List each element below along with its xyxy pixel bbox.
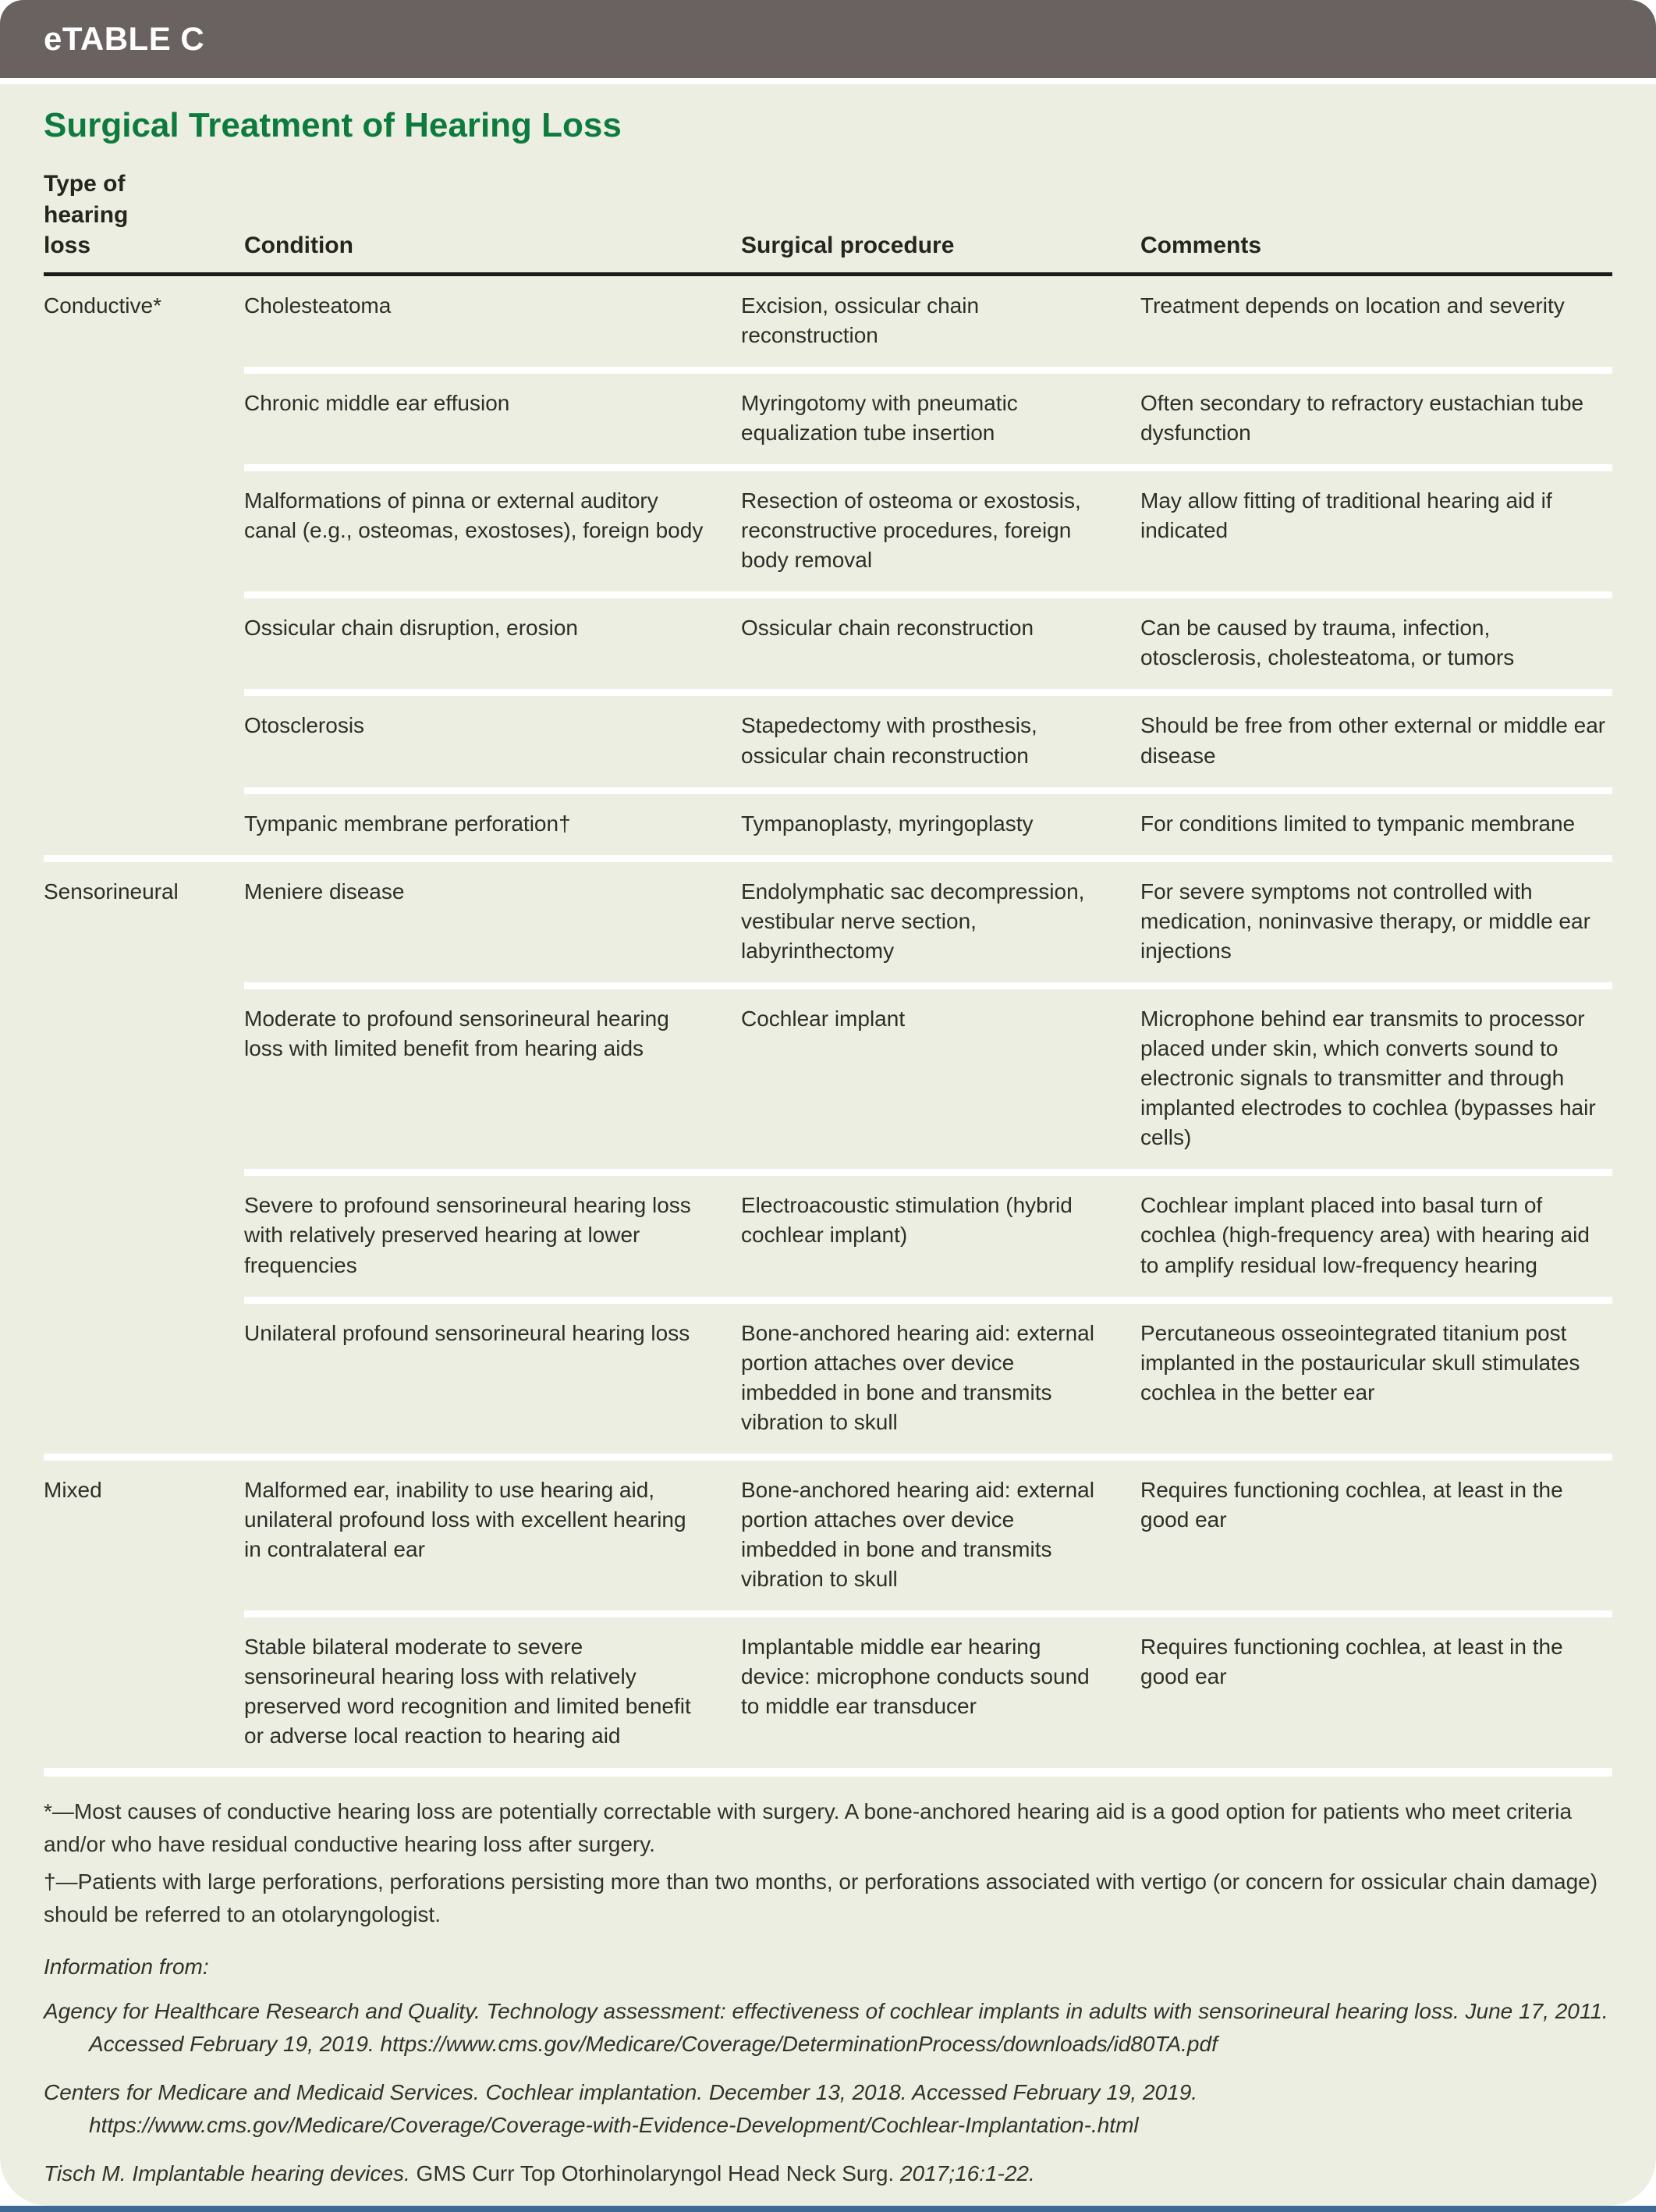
comments-cell: Should be free from other external or middle ear disease xyxy=(1140,713,1606,768)
row-separator xyxy=(244,1297,1612,1304)
reference-tisch-authors: Tisch M. Implantable hearing devices. xyxy=(44,2161,410,2185)
table-row xyxy=(44,374,1612,464)
comments-cell: Requires functioning cochlea, at least in the good ear xyxy=(1140,1477,1563,1532)
comments-cell: For severe symptoms not controlled with medication, noninvasive therapy, or middle ear injections xyxy=(1140,879,1590,963)
reference-tisch xyxy=(44,2157,1612,2190)
table-row xyxy=(44,1304,1612,1454)
table-tag-label: eTABLE C xyxy=(44,20,205,57)
reference-cms: Centers for Medicare and Medicaid Services. Cochlear implantation. December 13, 2018. Accessed February 19, 2019. https://www.cms.gov/Medicare/Coverage/Coverage-with-Evidence-Development/Cochlear-Implantation-.html xyxy=(44,2079,1198,2137)
comments-cell: Cochlear implant placed into basal turn of cochlea (high-frequency area) with hearing aid to amplify residual low-frequency hearing xyxy=(1140,1193,1590,1277)
comments-cell: Requires functioning cochlea, at least in the good ear xyxy=(1140,1635,1563,1689)
information-from-label: Information from: xyxy=(44,1954,209,1979)
condition-cell: Chronic middle ear effusion xyxy=(244,390,510,415)
table-row xyxy=(44,862,1612,982)
table-row xyxy=(44,1461,1612,1610)
section-separator xyxy=(44,855,1612,862)
condition-cell: Malformations of pinna or external auditory canal (e.g., osteomas, exostoses), foreign body xyxy=(244,488,704,543)
procedure-cell: Bone-anchored hearing aid: external portion attaches over device imbedded in bone and transmits vibration to skull xyxy=(741,1477,1094,1592)
header-divider xyxy=(0,78,1656,84)
table-row xyxy=(44,598,1612,689)
row-separator xyxy=(244,787,1612,794)
procedure-cell: Myringotomy with pneumatic equalization tube insertion xyxy=(741,390,1018,446)
condition-cell: Malformed ear, inability to use hearing aid, unilateral profound loss with excellent hearing in contralateral ear xyxy=(244,1477,686,1562)
procedure-cell: Endolymphatic sac decompression, vestibular nerve section, labyrinthectomy xyxy=(741,879,1085,963)
type-cell xyxy=(44,1617,244,1767)
condition-cell: Meniere disease xyxy=(244,879,405,904)
reference-tisch-journal: GMS Curr Top Otorhinolaryngol Head Neck Surg. xyxy=(416,2161,895,2185)
type-cell xyxy=(44,989,244,1169)
condition-cell: Unilateral profound sensorineural hearing loss xyxy=(244,1320,690,1345)
table-row xyxy=(44,1176,1612,1296)
table-row xyxy=(44,1617,1612,1767)
type-cell: Conductive* xyxy=(44,293,161,318)
condition-cell: Otosclerosis xyxy=(244,713,365,738)
reference-ahrq: Agency for Healthcare Research and Quality. Technology assessment: effectiveness of cochlear implants in adults with sensorineural hearing loss. June 17, 2011. Accessed February 19, 2019. https://www.cms.gov/Medicare/Coverage/DeterminationProcess/downloads/id80TA.pdf xyxy=(44,1998,1608,2056)
comments-cell: For conditions limited to tympanic membrane xyxy=(1140,811,1576,836)
bottom-accent-bar xyxy=(0,2206,1656,2212)
table-card xyxy=(0,84,1656,2206)
type-cell xyxy=(44,696,244,786)
type-cell: Mixed xyxy=(44,1477,102,1502)
type-cell: Sensorineural xyxy=(44,879,179,904)
row-separator xyxy=(244,982,1612,989)
comments-cell: Treatment depends on location and severity xyxy=(1140,293,1565,318)
procedure-cell: Ossicular chain reconstruction xyxy=(741,616,1034,641)
table-row xyxy=(44,276,1612,367)
condition-cell: Stable bilateral moderate to severe sensorineural hearing loss with relatively preserved word recognition and limited benefit or adverse local reaction to hearing aid xyxy=(244,1635,691,1749)
column-header-comments: Comments xyxy=(1140,233,1262,259)
type-cell xyxy=(44,1304,244,1454)
column-header-type: Type of hearing loss xyxy=(44,171,129,259)
condition-cell: Tympanic membrane perforation† xyxy=(244,811,571,836)
type-cell xyxy=(44,471,244,591)
type-cell xyxy=(44,794,244,855)
table-row xyxy=(44,989,1612,1169)
table-row xyxy=(44,471,1612,591)
row-separator xyxy=(244,689,1612,696)
type-cell xyxy=(44,374,244,464)
table-header-row xyxy=(44,169,1612,272)
comments-cell: Can be caused by trauma, infection, otosclerosis, cholesteatoma, or tumors xyxy=(1140,616,1515,670)
table-tag-bar xyxy=(0,0,1656,78)
procedure-cell: Tympanoplasty, myringoplasty xyxy=(741,811,1034,836)
type-cell xyxy=(44,598,244,689)
column-header-procedure: Surgical procedure xyxy=(741,233,955,259)
reference-tisch-citation: 2017;16:1-22. xyxy=(899,2161,1035,2185)
footnotes-block xyxy=(44,1795,1612,1931)
row-separator xyxy=(244,464,1612,471)
table-bottom-separator xyxy=(44,1768,1612,1777)
condition-cell: Cholesteatoma xyxy=(244,293,392,318)
row-separator xyxy=(244,1610,1612,1617)
row-separator xyxy=(244,367,1612,374)
type-cell xyxy=(44,1176,244,1296)
procedure-cell: Excision, ossicular chain reconstruction xyxy=(741,293,980,347)
footnote-dagger: †—Patients with large perforations, perforations persisting more than two months, or perforations associated with vertigo (or concern for ossicular chain damage) should be referred to an otolaryngologist. xyxy=(44,1869,1598,1926)
table-title: Surgical Treatment of Hearing Loss xyxy=(44,106,622,144)
procedure-cell: Resection of osteoma or exostosis, reconstructive procedures, foreign body removal xyxy=(741,488,1081,573)
footnote-asterisk: *—Most causes of conductive hearing loss are potentially correctable with surgery. A bone-anchored hearing aid is a good option for patients who meet criteria and/or who have residual conductive hearing loss after surgery. xyxy=(44,1798,1573,1856)
comments-cell: May allow fitting of traditional hearing aid if indicated xyxy=(1140,488,1552,543)
comments-cell: Microphone behind ear transmits to processor placed under skin, which converts sound to electronic signals to transmitter and through implanted electrodes to cochlea (bypasses hair cells) xyxy=(1140,1006,1596,1150)
condition-cell: Ossicular chain disruption, erosion xyxy=(244,616,578,641)
procedure-cell: Stapedectomy with prosthesis, ossicular chain reconstruction xyxy=(741,713,1037,768)
condition-cell: Severe to profound sensorineural hearing loss with relatively preserved hearing at lower frequencies xyxy=(244,1193,691,1277)
column-header-condition: Condition xyxy=(244,233,353,259)
row-separator xyxy=(244,1169,1612,1176)
procedure-cell: Bone-anchored hearing aid: external portion attaches over device imbedded in bone and transmits vibration to skull xyxy=(741,1320,1094,1434)
condition-cell: Moderate to profound sensorineural hearing loss with limited benefit from hearing aids xyxy=(244,1006,669,1061)
procedure-cell: Implantable middle ear hearing device: microphone conducts sound to middle ear transducer xyxy=(741,1635,1090,1719)
section-separator xyxy=(44,1454,1612,1461)
comments-cell: Percutaneous osseointegrated titanium post implanted in the postauricular skull stimulates cochlea in the better ear xyxy=(1140,1320,1580,1404)
comments-cell: Often secondary to refractory eustachian tube dysfunction xyxy=(1140,390,1584,446)
row-separator xyxy=(244,591,1612,598)
table-row xyxy=(44,696,1612,786)
procedure-cell: Electroacoustic stimulation (hybrid cochlear implant) xyxy=(741,1193,1073,1248)
table-row xyxy=(44,794,1612,855)
procedure-cell: Cochlear implant xyxy=(741,1006,906,1031)
